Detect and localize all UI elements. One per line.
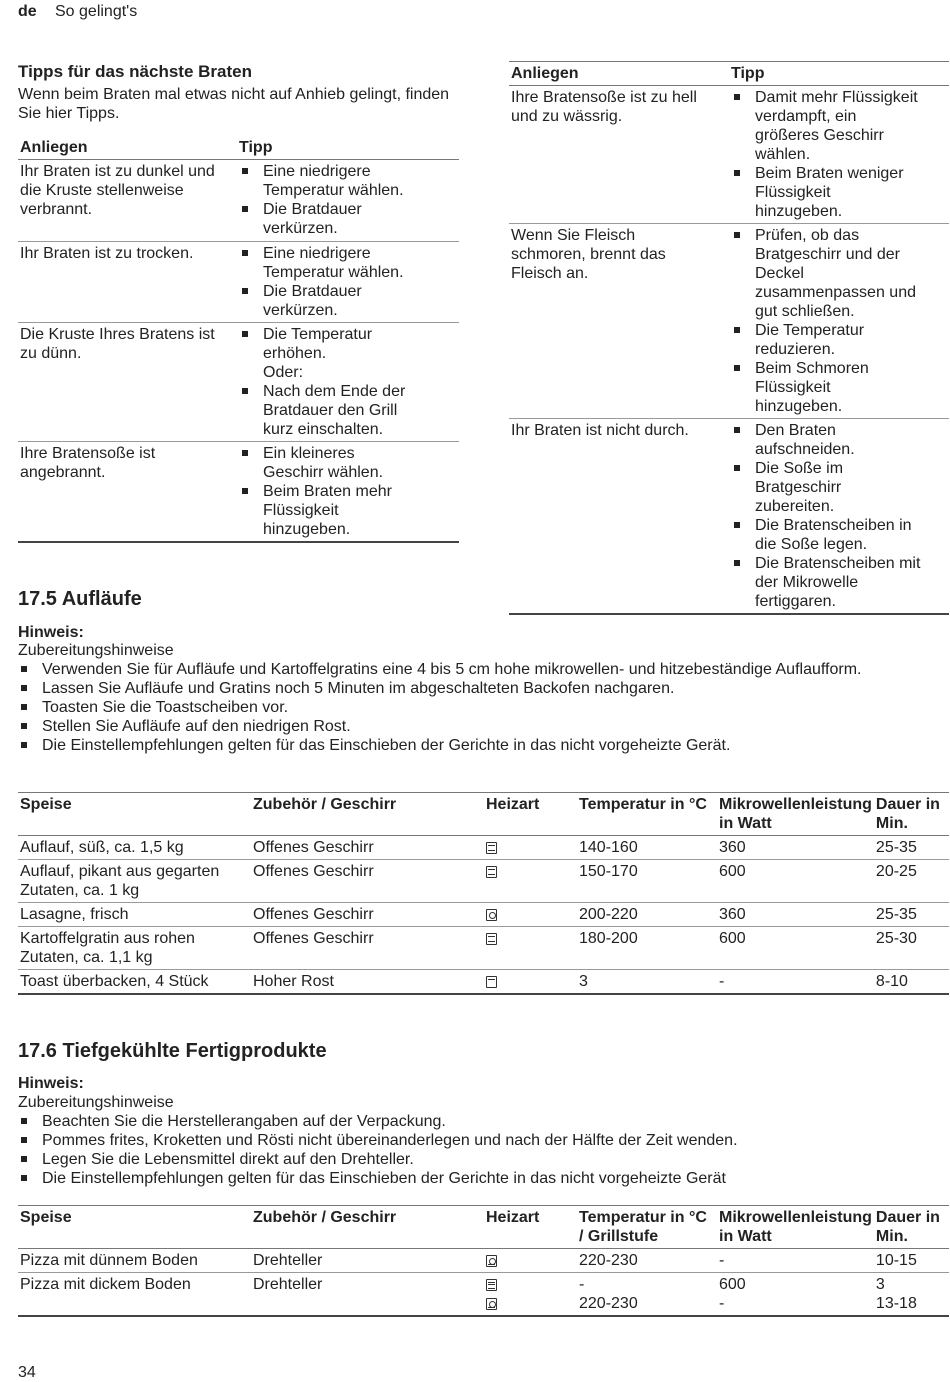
col-heizart: Heizart: [484, 1206, 577, 1249]
table-row: [18, 927, 949, 970]
section-heading-tiefkuehl: 17.6 Tiefgekühlte Fertigprodukte: [18, 1040, 327, 1062]
accessory-cell: Offenes Geschirr: [251, 836, 484, 860]
time-cell: 25-30: [874, 927, 949, 970]
accessory-cell: Hoher Rost: [251, 970, 484, 995]
table-row: [18, 860, 949, 903]
dish-cell: Auflauf, pikant aus gegarten Zutaten, ca. 1 kg: [18, 860, 251, 903]
watt-cell: -: [719, 1295, 725, 1312]
temp-cell: 180-200: [577, 927, 717, 970]
pizza-setting-icon: [486, 1298, 497, 1310]
table-row: [509, 224, 949, 419]
tiefkuehl-table: [18, 1205, 949, 1317]
temp-cell: 200-220: [577, 903, 717, 927]
time-cell: 13-18: [875, 1295, 917, 1312]
tip-item: Beim Braten mehr Flüssigkeit hinzugeben.: [239, 482, 419, 539]
tips-intro: Wenn beim Braten mal etwas nicht auf Anhieb gelingt, finden Sie hier Tipps.: [18, 86, 450, 122]
dish-cell: Auflauf, süß, ca. 1,5 kg: [18, 836, 251, 860]
tip-item: Damit mehr Flüssigkeit verdampft, ein größeres Geschirr wählen.: [731, 88, 921, 164]
col-anliegen: Anliegen: [18, 136, 237, 160]
accessory-cell: Offenes Geschirr: [251, 927, 484, 970]
col-heizart: Heizart: [484, 793, 577, 836]
note-sub: Zubereitungshinweise: [18, 642, 174, 659]
issue-cell: Ihr Braten ist nicht durch.: [509, 419, 729, 615]
tip-item: Beim Braten weniger Flüssigkeit hinzugeben.: [731, 164, 921, 221]
table-row: [18, 323, 459, 442]
issue-cell: Ihre Bratensoße ist zu hell und zu wässrig.: [509, 86, 729, 224]
col-tipp: Tipp: [729, 62, 949, 86]
issue-cell: Ihre Bratensoße ist angebrannt.: [18, 442, 237, 543]
list-item: Lassen Sie Aufläufe und Gratins noch 5 Minuten im abgeschalteten Backofen nachgaren.: [18, 679, 938, 698]
top-bottom-heat-icon: [486, 933, 497, 945]
dish-cell: Pizza mit dickem Boden: [18, 1273, 251, 1317]
table-row: [509, 419, 949, 615]
list-item: Pommes frites, Kroketten und Rösti nicht übereinanderlegen und nach der Hälfte der Zeit wenden.: [18, 1131, 938, 1150]
list-item: Beachten Sie die Herstellerangaben auf der Verpackung.: [18, 1112, 938, 1131]
table-row: [18, 903, 949, 927]
table-row: [509, 86, 949, 224]
table-row: [18, 442, 459, 543]
col-mikrowelle: Mikrowellenleistung in Watt: [717, 793, 874, 836]
col-speise: Speise: [18, 1206, 251, 1249]
tiefkuehl-bullets: [18, 1112, 938, 1188]
tip-item: Beim Schmoren Flüssigkeit hinzugeben.: [731, 359, 921, 416]
issue-cell: Ihr Braten ist zu dunkel und die Kruste stellenweise verbrannt.: [18, 160, 237, 242]
time-cell: 3: [875, 1276, 885, 1293]
col-zubehoer: Zubehör / Geschirr: [251, 1206, 484, 1249]
tip-item: Prüfen, ob das Bratgeschirr und der Deckel zusammenpassen und gut schließen.: [731, 226, 921, 321]
language-code: de: [18, 3, 37, 20]
list-item: Stellen Sie Aufläufe auf den niedrigen Rost.: [18, 717, 938, 736]
col-temperatur: Temperatur in °C: [577, 793, 717, 836]
table-row: [18, 1273, 949, 1317]
table-row: [18, 242, 459, 323]
watt-cell: -: [717, 1249, 874, 1273]
tips-table-right: [509, 61, 949, 615]
microwave-icon: [486, 1279, 497, 1291]
watt-cell: 360: [717, 903, 874, 927]
temp-cell: 220-230: [579, 1295, 638, 1312]
issue-cell: Ihr Braten ist zu trocken.: [18, 242, 237, 323]
auflaeufe-table: [18, 792, 949, 995]
col-temperatur: Temperatur in °C / Grillstufe: [577, 1206, 717, 1249]
top-bottom-heat-icon: [486, 842, 497, 854]
list-item: Toasten Sie die Toastscheiben vor.: [18, 698, 938, 717]
section-title: So gelingt's: [55, 3, 138, 20]
time-cell: 25-35: [874, 903, 949, 927]
issue-cell: Wenn Sie Fleisch schmoren, brennt das Fleisch an.: [509, 224, 729, 419]
pizza-setting-icon: [486, 1255, 497, 1267]
tip-item: Die Temperatur erhöhen.: [239, 325, 419, 363]
temp-cell: 3: [577, 970, 717, 995]
auflaeufe-bullets: [18, 660, 938, 755]
time-cell: 20-25: [874, 860, 949, 903]
col-tipp: Tipp: [237, 136, 459, 160]
table-row: [18, 970, 949, 995]
col-anliegen: Anliegen: [509, 62, 729, 86]
table-row: [18, 836, 949, 860]
list-item: Die Einstellempfehlungen gelten für das Einschieben der Gerichte in das nicht vorgeheizte Gerät: [18, 1169, 938, 1188]
issue-cell: Die Kruste Ihres Bratens ist zu dünn.: [18, 323, 237, 442]
tips-table-left: [18, 136, 459, 543]
page-number: 34: [18, 1364, 36, 1381]
tip-item: Eine niedrigere Temperatur wählen.: [239, 244, 419, 282]
accessory-cell: Offenes Geschirr: [251, 860, 484, 903]
grill-icon: [486, 976, 497, 988]
top-bottom-heat-icon: [486, 866, 497, 878]
table-row: [18, 1249, 949, 1273]
temp-cell: 150-170: [577, 860, 717, 903]
col-dauer: Dauer in Min.: [874, 1206, 949, 1249]
tip-item: Die Bratenscheiben in die Soße legen.: [731, 516, 921, 554]
col-speise: Speise: [18, 793, 251, 836]
list-item: Verwenden Sie für Aufläufe und Kartoffelgratins eine 4 bis 5 cm hohe mikrowellen- und hitzebeständige Auflaufform.: [18, 660, 938, 679]
table-row: [18, 160, 459, 242]
watt-cell: 360: [717, 836, 874, 860]
tip-or: Oder:: [263, 364, 304, 381]
temp-cell: -: [579, 1276, 585, 1293]
dish-cell: Toast überbacken, 4 Stück: [18, 970, 251, 995]
note-label: Hinweis:: [18, 624, 84, 641]
tip-item: Die Bratdauer verkürzen.: [239, 282, 419, 320]
note-label: Hinweis:: [18, 1075, 84, 1092]
temp-cell: 140-160: [577, 836, 717, 860]
tip-item: Den Braten aufschneiden.: [731, 421, 921, 459]
tip-item: Die Temperatur reduzieren.: [731, 321, 921, 359]
hot-air-icon: [486, 909, 497, 921]
tip-item: Die Bratdauer verkürzen.: [239, 200, 419, 238]
watt-cell: 600: [717, 927, 874, 970]
tip-item: Eine niedrigere Temperatur wählen.: [239, 162, 419, 200]
tips-title: Tipps für das nächste Braten: [18, 62, 252, 81]
tip-item: Ein kleineres Geschirr wählen.: [239, 444, 419, 482]
tip-item: Die Soße im Bratgeschirr zubereiten.: [731, 459, 921, 516]
accessory-cell: Drehteller: [251, 1249, 484, 1273]
tip-item: Die Bratenscheiben mit der Mikrowelle fertiggaren.: [731, 554, 921, 611]
note-sub: Zubereitungshinweise: [18, 1094, 174, 1111]
time-cell: 10-15: [874, 1249, 949, 1273]
list-item: Legen Sie die Lebensmittel direkt auf den Drehteller.: [18, 1150, 938, 1169]
tip-item: Nach dem Ende der Bratdauer den Grill kurz einschalten.: [239, 382, 419, 439]
accessory-cell: Drehteller: [251, 1273, 484, 1317]
dish-cell: Kartoffelgratin aus rohen Zutaten, ca. 1,1 kg: [18, 927, 251, 970]
time-cell: 25-35: [874, 836, 949, 860]
list-item: Die Einstellempfehlungen gelten für das Einschieben der Gerichte in das nicht vorgeheizte Gerät.: [18, 736, 938, 755]
col-mikrowelle: Mikrowellenleistung in Watt: [717, 1206, 874, 1249]
time-cell: 8-10: [874, 970, 949, 995]
dish-cell: Lasagne, frisch: [18, 903, 251, 927]
col-zubehoer: Zubehör / Geschirr: [251, 793, 484, 836]
watt-cell: 600: [719, 1276, 746, 1293]
watt-cell: 600: [717, 860, 874, 903]
dish-cell: Pizza mit dünnem Boden: [18, 1249, 251, 1273]
watt-cell: -: [717, 970, 874, 995]
temp-cell: 220-230: [577, 1249, 717, 1273]
section-heading-auflaeufe: 17.5 Aufläufe: [18, 588, 142, 610]
col-dauer: Dauer in Min.: [874, 793, 949, 836]
accessory-cell: Offenes Geschirr: [251, 903, 484, 927]
